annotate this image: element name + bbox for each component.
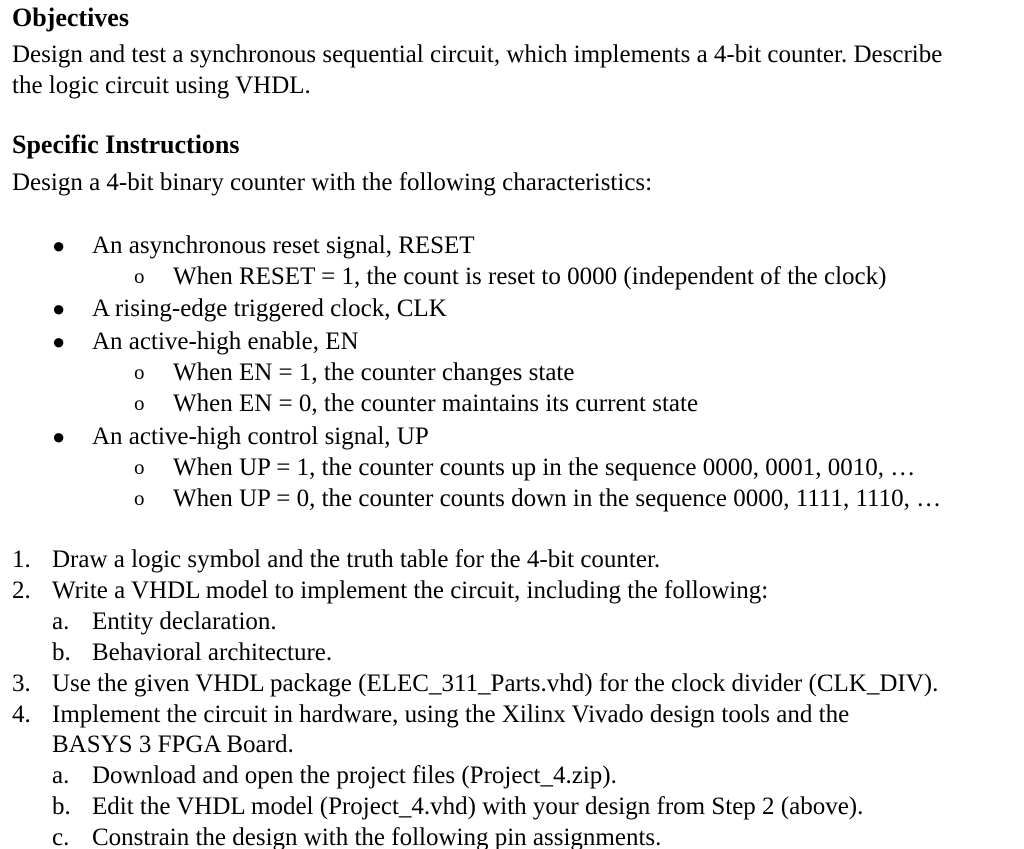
step-sub-letter: b. bbox=[52, 639, 71, 666]
step-sub-letter: c. bbox=[52, 824, 70, 849]
step-2a-text: Entity declaration. bbox=[92, 608, 277, 635]
bullet-marker: ● bbox=[52, 296, 66, 321]
sub-bullet-item-enable-0: When EN = 0, the counter maintains its current state bbox=[173, 390, 699, 417]
specific-instructions-heading: Specific Instructions bbox=[12, 130, 240, 159]
step-4b-text: Edit the VHDL model (Project_4.vhd) with your design from Step 2 (above). bbox=[92, 793, 864, 820]
sub-bullet-item-up-0: When UP = 0, the counter counts down in the sequence 0000, 1111, 1110, … bbox=[173, 485, 942, 512]
sub-bullet-marker: o bbox=[134, 360, 145, 384]
step-number: 3. bbox=[12, 670, 31, 697]
step-3-text: Use the given VHDL package (ELEC_311_Parts.vhd) for the clock divider (CLK_DIV). bbox=[52, 670, 939, 697]
sub-bullet-marker: o bbox=[134, 486, 145, 510]
step-4a-text: Download and open the project files (Project_4.zip). bbox=[92, 762, 617, 789]
bullet-item-up: An active-high control signal, UP bbox=[92, 423, 429, 450]
step-sub-letter: b. bbox=[52, 793, 71, 820]
bullet-item-enable: An active-high enable, EN bbox=[92, 328, 359, 355]
objectives-text-line-2: the logic circuit using VHDL. bbox=[12, 72, 311, 99]
step-number: 2. bbox=[12, 577, 31, 604]
bullet-item-clock: A rising-edge triggered clock, CLK bbox=[92, 295, 447, 322]
step-number: 1. bbox=[12, 546, 31, 573]
objectives-heading: Objectives bbox=[12, 3, 129, 32]
sub-bullet-item-enable-1: When EN = 1, the counter changes state bbox=[173, 359, 575, 386]
objectives-text-line-1: Design and test a synchronous sequential circuit, which implements a 4-bit counter. Describe bbox=[12, 41, 943, 68]
step-1-text: Draw a logic symbol and the truth table for the 4-bit counter. bbox=[52, 546, 661, 573]
step-2b-text: Behavioral architecture. bbox=[92, 639, 333, 666]
sub-bullet-item-up-1: When UP = 1, the counter counts up in the sequence 0000, 0001, 0010, … bbox=[173, 454, 916, 481]
step-sub-letter: a. bbox=[52, 608, 70, 635]
sub-bullet-marker: o bbox=[134, 264, 145, 288]
bullet-marker: ● bbox=[52, 233, 66, 258]
bullet-item-reset: An asynchronous reset signal, RESET bbox=[92, 232, 475, 259]
step-4-text-line-2: BASYS 3 FPGA Board. bbox=[52, 731, 294, 758]
bullet-marker: ● bbox=[52, 424, 66, 449]
specific-instructions-intro: Design a 4-bit binary counter with the following characteristics: bbox=[12, 169, 653, 196]
step-sub-letter: a. bbox=[52, 762, 70, 789]
step-number: 4. bbox=[12, 701, 31, 728]
step-4c-text: Constrain the design with the following pin assignments. bbox=[92, 824, 662, 849]
bullet-marker: ● bbox=[52, 329, 66, 354]
step-4-text-line-1: Implement the circuit in hardware, using the Xilinx Vivado design tools and the bbox=[52, 701, 850, 728]
sub-bullet-marker: o bbox=[134, 455, 145, 479]
sub-bullet-item-reset-1: When RESET = 1, the count is reset to 0000 (independent of the clock) bbox=[173, 263, 887, 290]
sub-bullet-marker: o bbox=[134, 391, 145, 415]
step-2-text: Write a VHDL model to implement the circuit, including the following: bbox=[52, 577, 769, 604]
